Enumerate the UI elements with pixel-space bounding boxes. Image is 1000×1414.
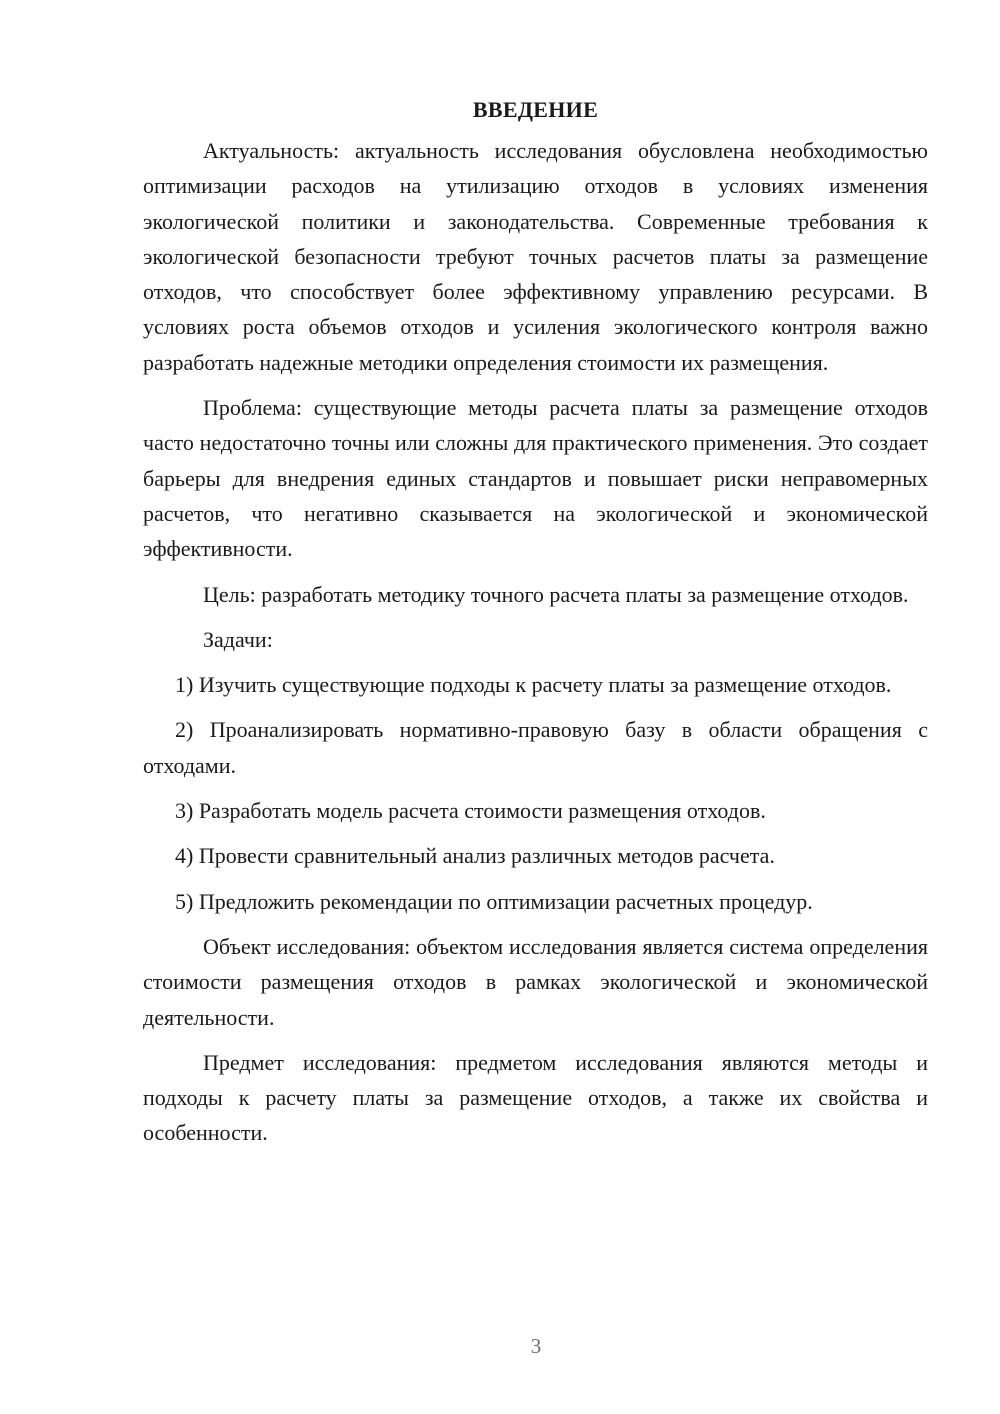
goal-paragraph: Цель: разработать методику точного расчета платы за размещение отходов. [203,581,909,607]
page-content [143,95,928,1151]
task-item-4: 4) Провести сравнительный анализ различных методов расчета. [175,843,775,869]
subject-paragraph: Предмет исследования: предметом исследования являются методы и подходы к расчету платы за размещение отходов, а также их свойства и особенности. [143,1049,928,1146]
section-heading: ВВЕДЕНИЕ [472,97,599,122]
problem-paragraph: Проблема: существующие методы расчета платы за размещение отходов часто недостаточно точны или сложны для практического применения. Это создает барьеры для внедрения единых стандартов и повышает риски неправомерных расчетов, что негативно сказывается на экологической и экономической эффективности. [143,395,928,562]
page-number: 3 [530,1334,542,1358]
object-paragraph: Объект исследования: объектом исследования является система определения стоимости размещения отходов в рамках экологической и экономической деятельности. [143,933,928,1030]
relevance-paragraph: Актуальность: актуальность исследования обусловлена необходимостью оптимизации расходов на утилизацию отходов в условиях изменения экологической политики и законодательства. Современные требования к экологической безопасности требуют точных расчетов платы за размещение отходов, что способствует более эффективному управлению ресурсами. В условиях роста объемов отходов и усиления экологического контроля важно разработать надежные методики определения стоимости их размещения. [143,138,928,375]
task-item-1: 1) Изучить существующие подходы к расчету платы за размещение отходов. [175,672,892,698]
task-item-3: 3) Разработать модель расчета стоимости размещения отходов. [175,798,766,824]
task-item-5: 5) Предложить рекомендации по оптимизации расчетных процедур. [175,888,813,914]
tasks-label: Задачи: [203,626,273,652]
task-item-2: 2) Проанализировать нормативно-правовую базу в области обращения с отходами. [143,717,928,778]
